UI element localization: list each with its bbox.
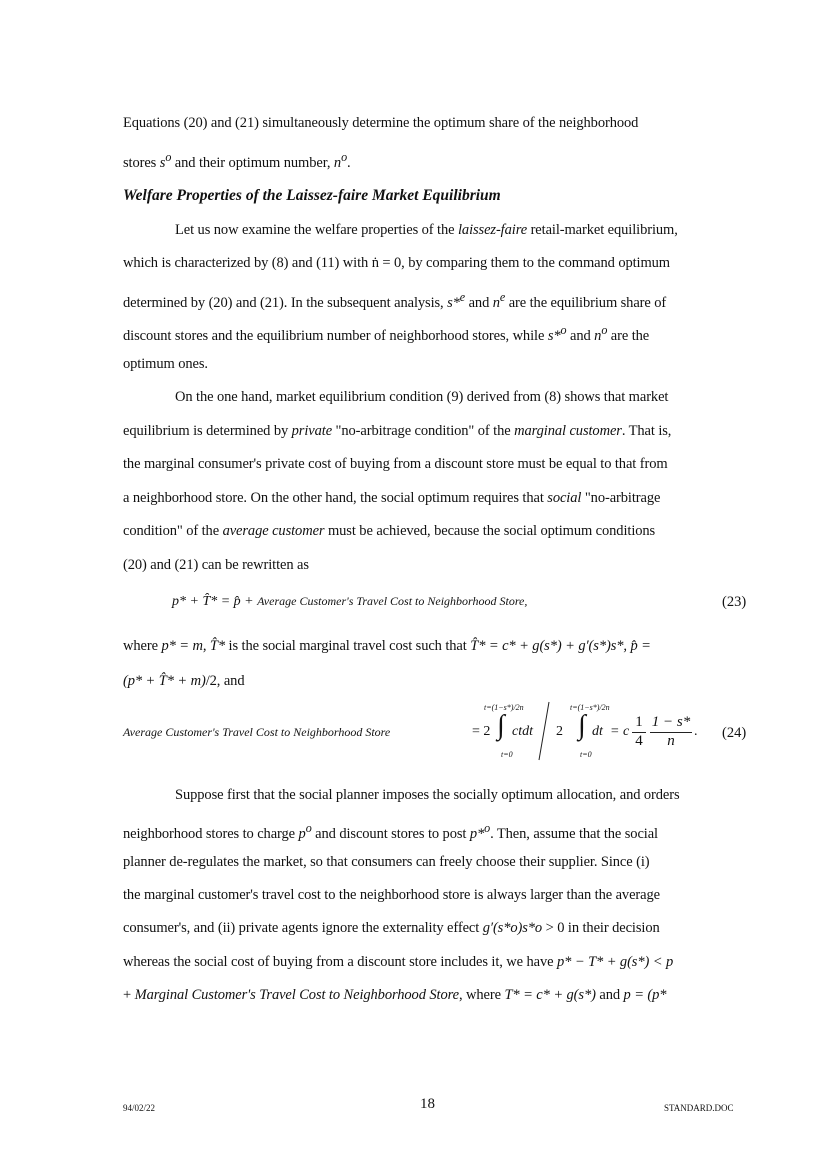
where-line-1 <box>123 636 651 656</box>
paragraph-4-line-1 <box>175 785 769 805</box>
fraction-2 <box>650 714 692 750</box>
integral-1-upper: t=(1−s*)/2n <box>484 703 524 712</box>
math: p = (p* <box>623 987 667 1003</box>
text: are the equilibrium share of <box>505 294 667 311</box>
result: = c <box>610 724 630 739</box>
integral-1-sign: ∫ <box>497 710 505 741</box>
paragraph-4-line-3 <box>123 852 769 872</box>
text: "no-arbitrage <box>581 490 661 506</box>
text: the marginal customer's travel cost to the neighborhood store is always larger than the average <box>123 887 660 903</box>
text: and their optimum number, <box>171 154 334 171</box>
text: stores <box>123 154 160 171</box>
denominator: n <box>667 733 675 749</box>
section-heading: Welfare Properties of the Laissez-faire Market Equilibrium <box>123 187 501 204</box>
equation-24-eq: = 2 <box>472 724 491 739</box>
symbol: n <box>492 294 500 311</box>
paragraph-2-line-1 <box>175 220 769 240</box>
text: optimum ones. <box>123 356 208 372</box>
text: discount stores and the equilibrium number of neighborhood stores, while <box>123 327 548 344</box>
paragraph-2-line-2 <box>123 253 769 273</box>
italic-text: average customer <box>222 523 325 539</box>
numerator: 1 − s* <box>651 714 691 730</box>
division-slash <box>535 700 555 762</box>
paragraph-4-line-7 <box>123 985 769 1005</box>
numerator: 1 <box>635 714 643 730</box>
superscript: o <box>560 323 567 337</box>
text: + <box>123 987 135 1003</box>
superscript: o <box>484 821 491 835</box>
text: and <box>595 987 624 1003</box>
text: and <box>566 327 595 344</box>
equation-number-23: (23) <box>722 594 747 610</box>
text: is the social marginal travel cost such that <box>225 638 471 654</box>
text: planner de-regulates the market, so that consumers can freely choose their supplier. Since (i) <box>123 854 650 870</box>
text: , where <box>458 987 505 1003</box>
superscript: o <box>601 323 608 337</box>
symbol: p <box>298 825 306 842</box>
italic-text: social <box>547 490 582 506</box>
superscript: o <box>305 821 312 835</box>
text: /2, and <box>205 673 245 689</box>
equation-lhs: p* + T̂* = p̂ + <box>172 594 258 609</box>
paragraph-3-line-6 <box>123 555 769 575</box>
paragraph-1-line-1 <box>123 113 769 133</box>
italic-text: laissez-faire <box>457 222 528 238</box>
text: On the one hand, market equilibrium condition (9) derived from (8) shows that market <box>175 389 669 405</box>
equation-24-result <box>610 724 629 740</box>
math: p* − T* + g(s*) < p <box>557 954 674 970</box>
italic-text: private <box>291 423 333 439</box>
text: determined by (20) and (21). In the subsequent analysis, <box>123 294 448 311</box>
symbol: s <box>159 154 166 171</box>
text: must be achieved, because the social optimum conditions <box>324 523 656 539</box>
text: Suppose first that the social planner imposes the socially optimum allocation, and orders <box>175 787 680 803</box>
text: the marginal consumer's private cost of buying from a discount store must be equal to that from <box>123 456 668 472</box>
equation-24-lhs <box>123 725 390 740</box>
math: T* = c* + g(s*) <box>504 987 596 1003</box>
equation-lhs: Average Customer's Travel Cost to Neighborhood Store <box>123 725 391 739</box>
paragraph-3-line-1 <box>175 387 769 407</box>
symbol: s* <box>547 327 561 344</box>
text: neighborhood stores to charge <box>123 825 299 842</box>
text: whereas the social cost of buying from a discount store includes it, we have <box>123 954 558 970</box>
text: where <box>123 638 162 654</box>
superscript: o <box>165 150 172 164</box>
footer-date: 94/02/22 <box>123 1103 156 1113</box>
denominator: 4 <box>632 732 646 750</box>
italic-text: marginal customer <box>514 423 622 439</box>
text: consumer's, and (ii) private agents ignore the externality effect <box>123 920 483 936</box>
page-number: 18 <box>420 1096 435 1112</box>
text: . <box>347 154 351 171</box>
text: and <box>465 294 493 311</box>
text: equilibrium is determined by <box>123 423 292 439</box>
paragraph-2-line-4 <box>123 320 769 346</box>
paragraph-4-line-6 <box>123 952 769 972</box>
superscript: e <box>499 290 506 304</box>
symbol: p* <box>469 825 485 842</box>
text: > 0 in their decision <box>542 920 660 936</box>
paragraph-2-line-5 <box>123 354 769 374</box>
paragraph-3-line-3 <box>123 454 769 474</box>
math: g′(s*o)s*o <box>482 920 543 936</box>
math: (p* + T̂* + m) <box>123 673 206 689</box>
paragraph-3-line-4 <box>123 488 769 508</box>
superscript: e <box>459 290 466 304</box>
text: . Then, assume that the social <box>490 825 658 842</box>
paragraph-3-line-2 <box>123 421 769 441</box>
integral-1-lower: t=0 <box>501 750 513 759</box>
text: retail-market equilibrium, <box>527 222 678 238</box>
integrand: ctdt <box>512 724 533 739</box>
text: . That is, <box>621 423 672 439</box>
integral-2-upper: t=(1−s*)/2n <box>570 703 610 712</box>
integral-1-integrand <box>512 724 533 740</box>
equation-24-dot: . <box>694 724 698 739</box>
equation-23 <box>172 594 527 610</box>
math: T̂* = c* + g(s*) + g′(s*)s*, p̂ = <box>470 638 651 654</box>
symbol: n <box>333 154 342 171</box>
text: Let us now examine the welfare properties of the <box>175 222 458 238</box>
math: p* = m, T̂* <box>161 638 226 654</box>
text: condition" of the <box>123 523 223 539</box>
integral-2-coef: 2 <box>556 724 563 739</box>
text: and discount stores to post <box>311 825 470 842</box>
superscript: o <box>341 150 348 164</box>
fraction-1 <box>632 714 646 750</box>
paragraph-1-line-2 <box>123 147 769 173</box>
text: "no-arbitrage condition" of the <box>332 423 515 439</box>
paragraph-3-line-5 <box>123 521 769 541</box>
symbol: n <box>594 327 602 344</box>
where-line-2 <box>123 671 769 691</box>
integral-2-integrand <box>592 724 603 740</box>
paragraph-4-line-4 <box>123 885 769 905</box>
symbol: s* <box>447 294 460 311</box>
equation-rhs: Average Customer's Travel Cost to Neighborhood Store, <box>257 594 528 608</box>
text: (20) and (21) can be rewritten as <box>123 557 309 573</box>
text: a neighborhood store. On the other hand, the social optimum requires that <box>123 490 548 506</box>
paragraph-2-line-3 <box>123 287 769 313</box>
text: are the <box>607 327 650 344</box>
footer-doc-name: STANDARD.DOC <box>664 1103 734 1113</box>
paragraph-4-line-5 <box>123 918 769 938</box>
italic-text: Marginal Customer's Travel Cost to Neighborhood Store <box>134 987 459 1003</box>
text: which is characterized by (8) and (11) with ṅ = 0, by comparing them to the command optimum <box>123 255 670 271</box>
paragraph-4-line-2 <box>123 818 769 844</box>
integral-2-lower: t=0 <box>580 750 592 759</box>
integral-2-sign: ∫ <box>578 710 586 741</box>
integrand: dt <box>592 724 603 739</box>
text: Equations (20) and (21) simultaneously determine the optimum share of the neighborhood <box>123 115 639 131</box>
equation-number-24: (24) <box>722 725 747 741</box>
